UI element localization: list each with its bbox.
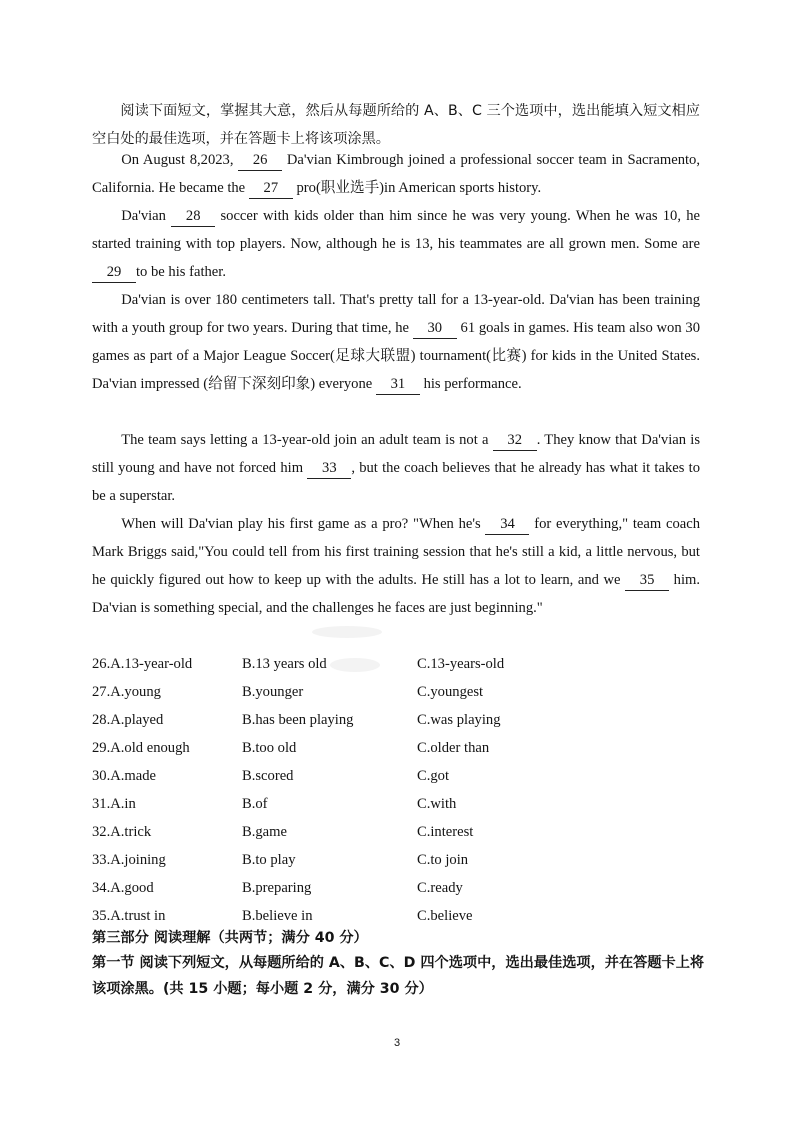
passage-paragraph-4	[92, 426, 700, 510]
passage-text: to be his father.	[136, 264, 226, 280]
option-b: B.game	[242, 824, 287, 840]
passage-text: Da'vian Kimbrough joined a professional soccer team in Sacramento, California. He became the	[92, 152, 700, 196]
option-a: 32.A.trick	[92, 824, 152, 840]
option-c: C.got	[417, 768, 450, 784]
option-row-30	[92, 762, 700, 790]
option-c: C.believe	[417, 908, 473, 924]
option-b: B.to play	[242, 852, 296, 868]
option-c: C.to join	[417, 852, 469, 868]
passage-text: soccer with kids older than him since he was very young. When he was 10, he started training with top players. Now, although he is 13, his teammates are all grown men. Some are	[92, 208, 701, 252]
option-row-26	[92, 650, 700, 678]
option-b: B.13 years old	[242, 656, 327, 672]
blank-28: 28	[171, 206, 215, 227]
option-a: 29.A.old enough	[92, 740, 190, 756]
option-c: C.ready	[417, 880, 463, 896]
option-a: 26.A.13-year-old	[92, 656, 193, 672]
passage-text: The team says letting a 13-year-old join an adult team is not a	[121, 432, 489, 448]
passage-text: On August 8,2023,	[121, 152, 234, 168]
blank-32: 32	[493, 430, 537, 451]
page-number: 3	[393, 1037, 401, 1049]
option-c: C.older than	[417, 740, 490, 756]
passage-text: him. Da'vian is something special, and the challenges he faces are just beginning."	[92, 572, 701, 616]
option-a: 35.A.trust in	[92, 908, 166, 924]
option-c: C.was playing	[417, 712, 501, 728]
option-a: 30.A.made	[92, 768, 157, 784]
passage-paragraph-2	[92, 202, 700, 286]
blank-31: 31	[376, 374, 420, 395]
option-b: B.too old	[242, 740, 297, 756]
option-c: C.youngest	[417, 684, 484, 700]
instructions: 阅读下面短文，掌握其大意，然后从每题所给的 A、B、C 三个选项中，选出能填入短文相应空白处的最佳选项，并在答题卡上将该项涂黑。	[92, 103, 700, 147]
option-b: B.preparing	[242, 880, 312, 896]
option-b: B.of	[242, 796, 268, 812]
option-row-28	[92, 706, 700, 734]
option-a: 31.A.in	[92, 796, 136, 812]
option-c: C.interest	[417, 824, 474, 840]
option-row-34	[92, 874, 700, 902]
passage-text: Da'vian	[121, 208, 166, 224]
passage-text: . They know that Da'vian is still young and have not forced him	[92, 432, 701, 476]
option-b: B.younger	[242, 684, 304, 700]
passage-text: When will Da'vian play his first game as a pro? "When he's	[121, 516, 481, 532]
option-row-32	[92, 818, 700, 846]
option-row-33	[92, 846, 700, 874]
passage-text: Da'vian is over 180 centimeters tall. That's pretty tall for a 13-year-old. Da'vian has been training with a youth group for two years. During that time, he	[92, 292, 700, 336]
passage-text: 61 goals in games. His team also won 30 games as part of a Major League Soccer(足球大联盟) tournament(比赛) for kids in the United States. Da'vian impressed (给留下深刻印象) everyone	[92, 320, 700, 392]
option-c: C.with	[417, 796, 457, 812]
option-a: 33.A.joining	[92, 852, 166, 868]
blank-34: 34	[485, 514, 529, 535]
option-b: B.believe in	[242, 908, 313, 924]
part3-heading: 第三部分 阅读理解（共两节；满分 40 分）	[92, 930, 368, 946]
blank-33: 33	[307, 458, 351, 479]
blank-27: 27	[249, 178, 293, 199]
option-a: 28.A.played	[92, 712, 164, 728]
passage-paragraph-3	[92, 286, 700, 398]
option-row-31	[92, 790, 700, 818]
passage-text: pro(职业选手)in American sports history.	[296, 180, 542, 196]
passage-text: for everything," team coach Mark Briggs said,"You could tell from his first training session that he's still a kid, a little nervous, but he quickly figured out how to keep up with the adults. He still has a lot to learn, and we	[92, 516, 700, 588]
section1-instructions: 第一节 阅读下列短文，从每题所给的 A、B、C、D 四个选项中，选出最佳选项，并在答题卡上将该项涂黑。(共 15 小题；每小题 2 分，满分 30 分）	[92, 955, 705, 997]
passage-text: , but the coach believes that he already has what it takes to be a superstar.	[92, 460, 701, 504]
blank-26: 26	[238, 150, 282, 171]
option-b: B.scored	[242, 768, 294, 784]
option-row-29	[92, 734, 700, 762]
passage-paragraph-5	[92, 510, 700, 622]
scan-smudge	[312, 626, 382, 638]
option-a: 27.A.young	[92, 684, 161, 700]
option-b: B.has been playing	[242, 712, 354, 728]
passage-paragraph-1	[92, 146, 700, 202]
option-c: C.13-years-old	[417, 656, 505, 672]
option-a: 34.A.good	[92, 880, 154, 896]
blank-30: 30	[413, 318, 457, 339]
passage-text: his performance.	[423, 376, 522, 392]
blank-35: 35	[625, 570, 669, 591]
blank-29: 29	[92, 262, 136, 283]
option-row-27	[92, 678, 700, 706]
